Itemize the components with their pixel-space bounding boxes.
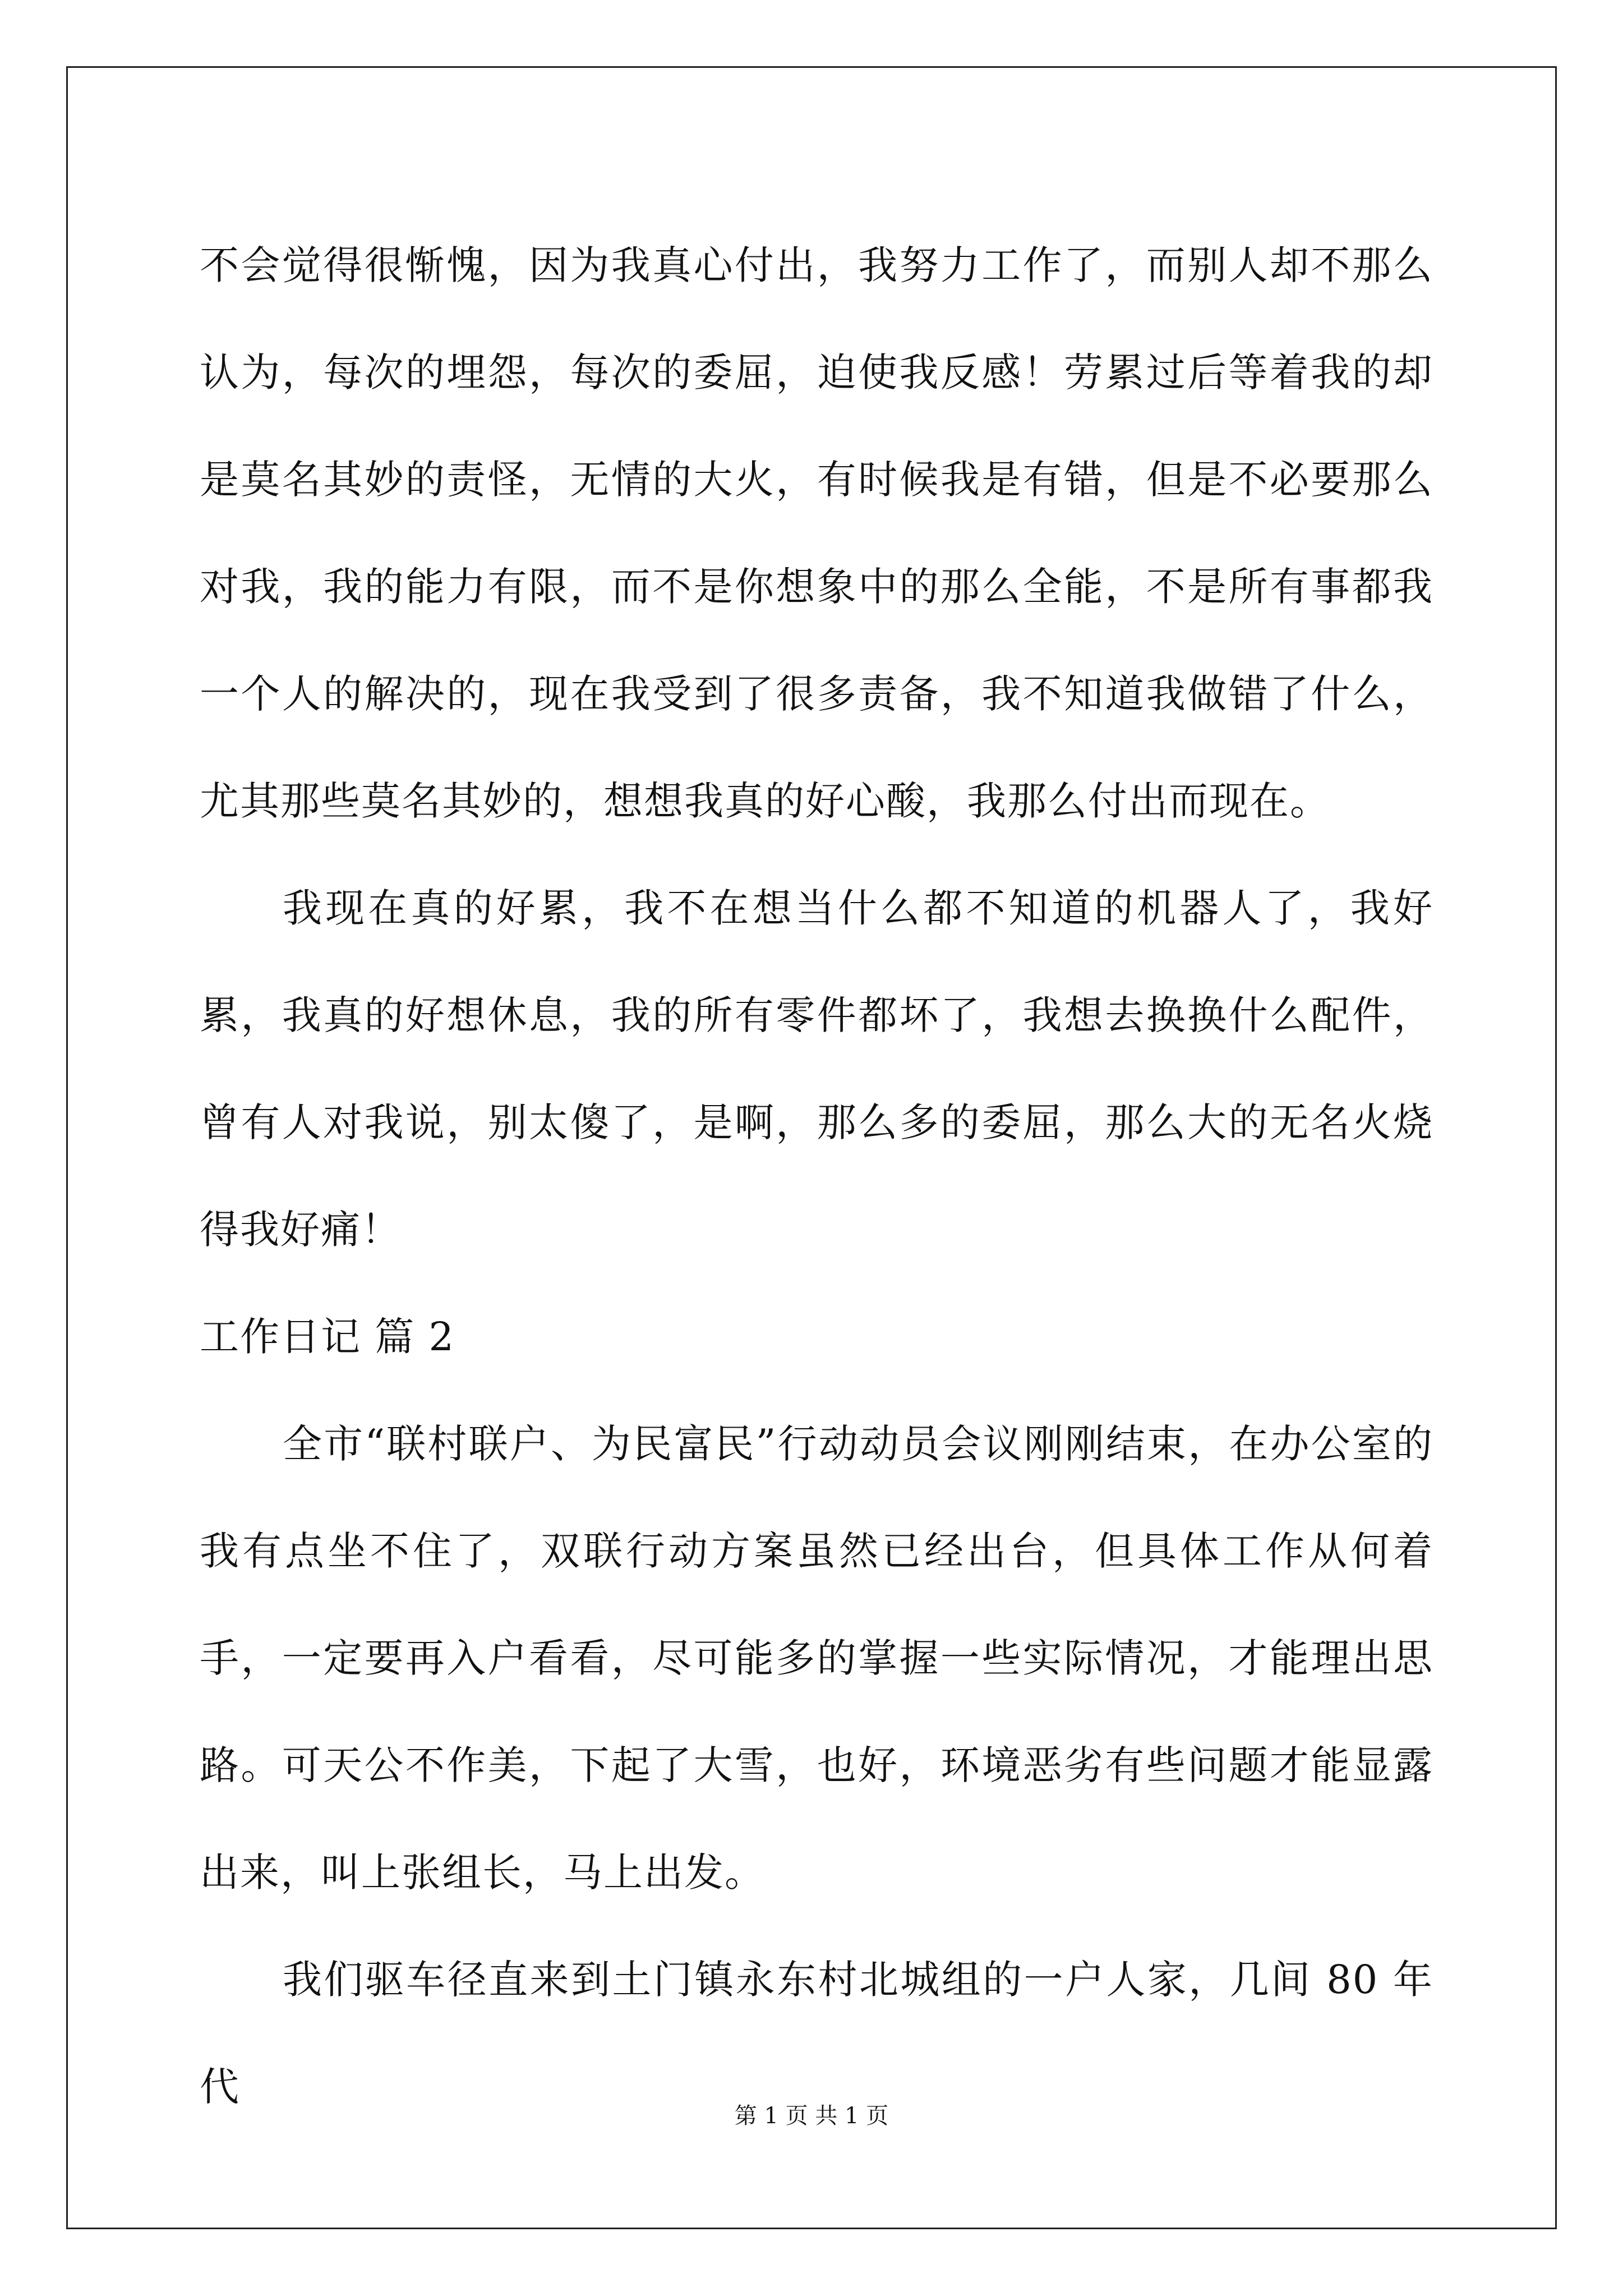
section-paragraph-2: 我们驱车径直来到土门镇永东村北城组的一户人家，几间 80 年代 (200, 1957, 1433, 2110)
page-footer: 第 1 页 共 1 页 (734, 2103, 889, 2129)
paragraph-1: 不会觉得很惭愧，因为我真心付出，我努力工作了，而别人却不那么认为，每次的埋怨，每次的委屈，迫使我反感！劳累过后等着我的却是莫名其妙的责怪，无情的大火，有时候我是有错，但是不必要那么对我，我的能力有限，而不是你想象中的那么全能，不是所有事都我一个人的解决的，现在我受到了很多责备，我不知道我做错了什么，尤其那些莫名其妙的，想想我真的好心酸，我那么付出而现在。 (200, 242, 1433, 824)
section-heading: 工作日记 篇 2 (200, 1314, 455, 1360)
section-paragraph-1: 全市“联村联户、为民富民”行动动员会议刚刚结束，在办公室的我有点坐不住了，双联行动方案虽然已经出台，但具体工作从何着手，一定要再入户看看，尽可能多的掌握一些实际情况，才能理出思路。可天公不作美，下起了大雪，也好，环境恶劣有些问题才能显露出来，叫上张组长，马上出发。 (200, 1421, 1433, 1895)
paragraph-2: 我现在真的好累，我不在想当什么都不知道的机器人了，我好累，我真的好想休息，我的所有零件都坏了，我想去换换什么配件，曾有人对我说，别太傻了，是啊，那么多的委屈，那么大的无名火烧得我好痛！ (200, 885, 1433, 1253)
document-body (200, 212, 1433, 2141)
